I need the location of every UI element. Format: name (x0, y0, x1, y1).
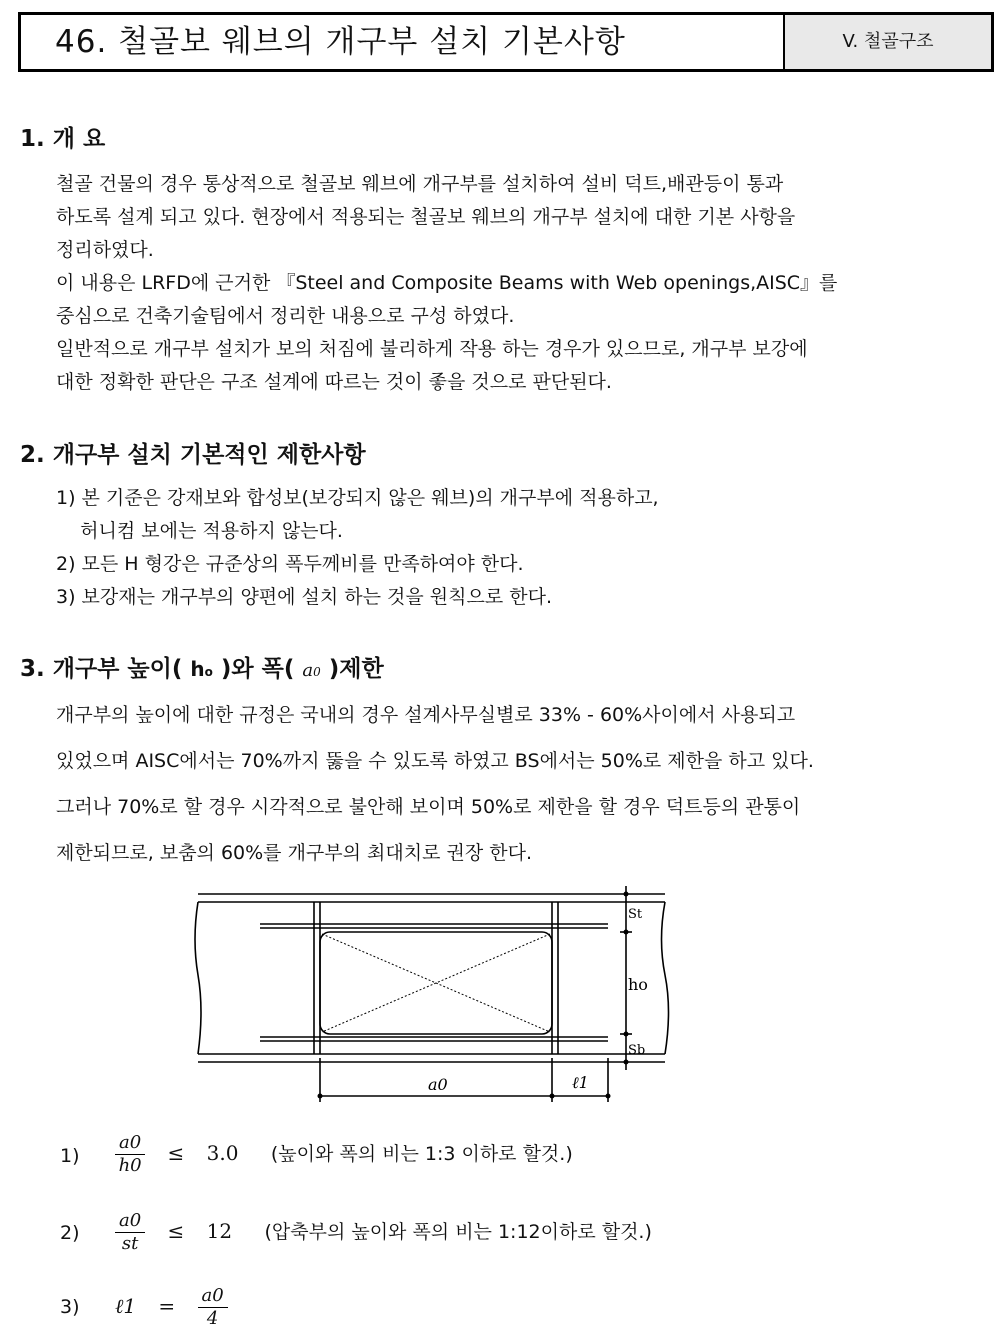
formula-2: $\frac{a0}{st}$ ≤ 12 (압축부의 높이와 폭의 비는 1:12이하로 할것.) (115, 1210, 652, 1255)
section-2-list (56, 482, 659, 614)
page-title: 46. 철골보 웨브의 개구부 설치 기본사항 (55, 24, 626, 60)
paragraph-line: 제한되므로, 보춤의 60%를 개구부의 최대치로 권장 한다. (56, 842, 532, 864)
chapter-label: V. 철골구조 (783, 15, 991, 69)
section-1-body (56, 168, 976, 399)
formula-2-index: 2) (60, 1222, 80, 1244)
label-ho: ho (628, 975, 648, 994)
section-2-title: 2. 개구부 설치 기본적인 제한사항 (20, 442, 366, 468)
list-item: 2) 모든 H 형강은 규준상의 폭두께비를 만족하여야 한다. (56, 553, 524, 575)
section-3-title: 3. 개구부 높이( ho )와 폭( a0 )제한 (20, 656, 384, 682)
label-a0: a0 (428, 1075, 448, 1094)
paragraph-line: 그러나 70%로 할 경우 시각적으로 불안해 보이며 50%로 제한을 할 경우 덕트등의 관통이 (56, 796, 801, 818)
paragraph-line: 일반적으로 개구부 설치가 보의 처짐에 불리하게 작용 하는 경우가 있으므로, 개구부 보강에 (56, 338, 808, 360)
paragraph-line: 이 내용은 LRFD에 근거한 『Steel and Composite Beams with Web openings,AISC』를 (56, 272, 838, 294)
label-l1: ℓ1 (572, 1073, 589, 1092)
paragraph-line: 정리하였다. (56, 239, 154, 261)
paragraph-line: 대한 정확한 판단은 구조 설계에 따르는 것이 좋을 것으로 판단된다. (56, 371, 612, 393)
section-3-body (56, 692, 976, 876)
formula-1: $\frac{a0}{h0}$ ≤ 3.0 (높이와 폭의 비는 1:3 이하로 할것.) (115, 1132, 573, 1177)
formula-1-index: 1) (60, 1145, 80, 1167)
paragraph-line: 하도록 설계 되고 있다. 현장에서 적용되는 철골보 웨브의 개구부 설치에 대한 기본 사항을 (56, 206, 796, 228)
label-sb: Sb (628, 1043, 646, 1058)
formula-3-index: 3) (60, 1296, 80, 1318)
page-header (18, 12, 994, 72)
formula-3: ℓ1 = $\frac{a0}{4}$ (115, 1285, 228, 1330)
list-item: 허니컴 보에는 적용하지 않는다. (56, 520, 343, 542)
section-1-title: 1. 개 요 (20, 126, 106, 152)
paragraph-line: 개구부의 높이에 대한 규정은 국내의 경우 설계사무실별로 33% - 60%사이에서 사용되고 (56, 704, 796, 726)
paragraph-line: 있었으며 AISC에서는 70%까지 뚫을 수 있도록 하였고 BS에서는 50%로 제한을 하고 있다. (56, 750, 814, 772)
list-item: 3) 보강재는 개구부의 양편에 설치 하는 것을 원칙으로 한다. (56, 586, 553, 608)
paragraph-line: 중심으로 건축기술팀에서 정리한 내용으로 구성 하였다. (56, 305, 515, 327)
paragraph-line: 철골 건물의 경우 통상적으로 철골보 웨브에 개구부를 설치하여 설비 덕트,배관등이 통과 (56, 173, 784, 195)
list-item: 1) 본 기준은 강재보와 합성보(보강되지 않은 웨브)의 개구부에 적용하고, (56, 487, 659, 509)
web-opening-diagram (190, 880, 680, 1110)
label-st: St (628, 907, 643, 922)
